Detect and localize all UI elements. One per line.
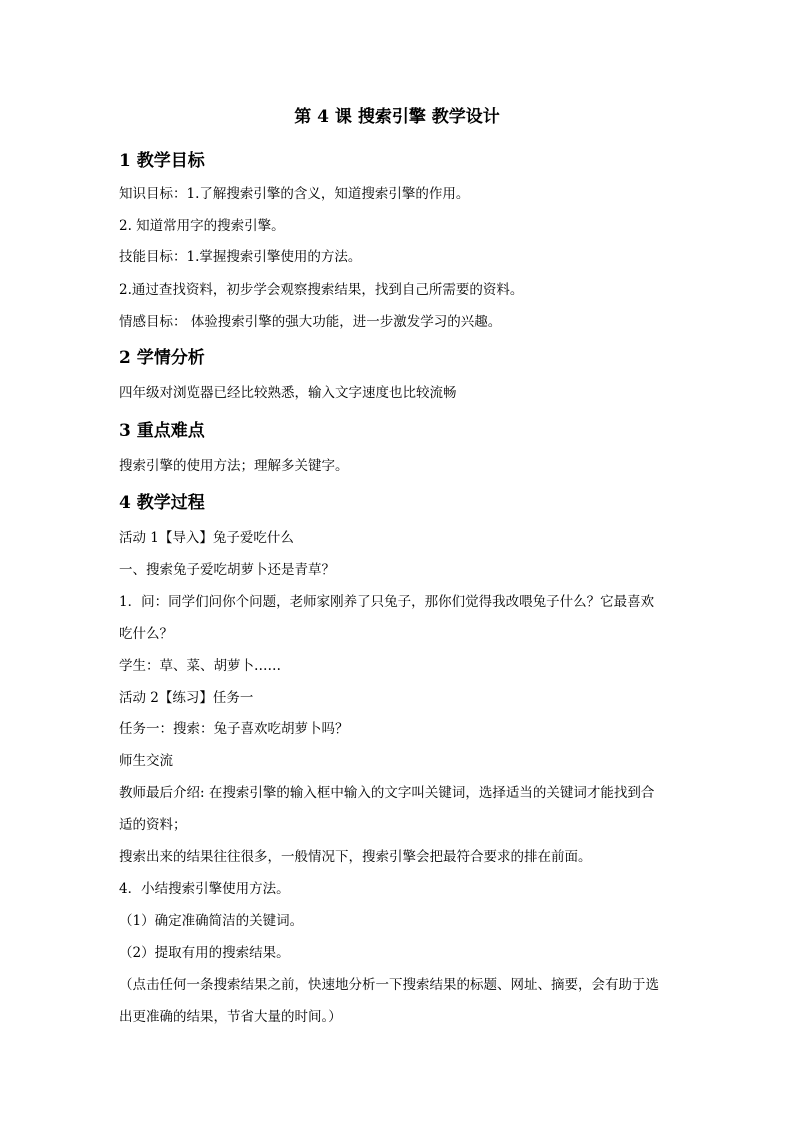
paragraph: 2.通过查找资料，初步学会观察搜索结果，找到自己所需要的资料。: [119, 282, 524, 298]
section-heading-process: 4 教学过程: [119, 493, 205, 513]
paragraph: 适的资料；: [119, 817, 187, 833]
paragraph: 任务一：搜索：兔子喜欢吃胡萝卜吗？: [119, 721, 349, 737]
paragraph: 搜索引擎的使用方法；理解多关键字。: [119, 458, 349, 474]
paragraph: 活动 1【导入】兔子爱吃什么: [119, 530, 294, 546]
paragraph: 技能目标：1.掌握搜索引擎使用的方法。: [119, 249, 362, 265]
paragraph: 一、搜索兔子爱吃胡萝卜还是青草？: [119, 562, 335, 578]
paragraph: 知识目标：1.了解搜索引擎的含义，知道搜索引擎的作用。: [119, 186, 470, 202]
paragraph: 教师最后介绍: 在搜索引擎的输入框中输入的文字叫关键词，选择适当的关键词才能找到合: [119, 785, 655, 801]
paragraph: （2）提取有用的搜索结果。: [119, 945, 290, 961]
paragraph: 活动 2【练习】任务一: [119, 690, 254, 706]
paragraph: 吃什么？: [119, 626, 173, 642]
paragraph: 搜索出来的结果往往很多，一般情况下，搜索引擎会把最符合要求的排在前面。: [119, 849, 592, 865]
paragraph: 2. 知道常用字的搜索引擎。: [119, 218, 285, 234]
paragraph: （1）确定准确简洁的关键词。: [119, 913, 304, 929]
paragraph: 1．问：同学们问你个问题，老师家刚养了只兔子，那你们觉得我改喂兔子什么？它最喜欢: [119, 594, 655, 610]
section-heading-key-points: 3 重点难点: [119, 421, 205, 441]
paragraph: 四年级对浏览器已经比较熟悉，输入文字速度也比较流畅: [119, 385, 457, 401]
paragraph: 师生交流: [119, 753, 173, 769]
paragraph: 4．小结搜索引擎使用方法。: [119, 881, 290, 897]
paragraph: 情感目标： 体验搜索引擎的强大功能，进一步激发学习的兴趣。: [119, 314, 502, 330]
section-heading-objectives: 1 教学目标: [119, 151, 205, 171]
section-heading-analysis: 2 学情分析: [119, 348, 205, 368]
paragraph: （点击任何一条搜索结果之前，快速地分析一下搜索结果的标题、网址、摘要，会有助于选: [119, 977, 659, 993]
paragraph: 出更准确的结果，节省大量的时间。）: [119, 1009, 342, 1025]
document-title: 第 4 课 搜索引擎 教学设计: [294, 107, 500, 127]
paragraph: 学生：草、菜、胡萝卜……: [119, 658, 281, 674]
